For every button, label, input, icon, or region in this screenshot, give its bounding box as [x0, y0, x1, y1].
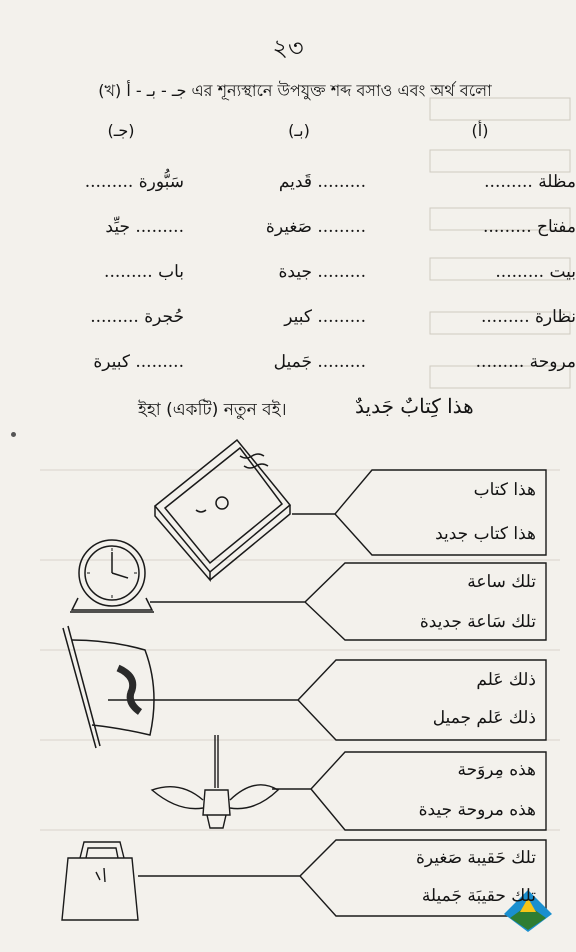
clock-icon: [70, 540, 154, 612]
exercise-cell: ......... جيدة: [278, 262, 366, 282]
pair-4-line2: هذه مروحة جيدة: [418, 800, 536, 820]
exercise-cell: سَبُّورة .........: [84, 172, 184, 192]
exercise-cell: ......... جيِّد: [105, 217, 184, 237]
pair-2-line1: تلك ساعة: [467, 572, 536, 592]
pair-5-line1: تلك حَقيبة صَغيرة: [415, 848, 536, 868]
exercise-cell: باب .........: [104, 262, 184, 282]
example-arabic: هذا كِتابٌ جَديدٌ: [355, 394, 474, 418]
exercise-cell: نظارة .........: [480, 307, 576, 327]
exercise-cell: ......... جَميل: [273, 352, 366, 372]
pair-3-line2: ذلك عَلم جميل: [432, 708, 536, 728]
ceiling-fan-icon: [152, 735, 278, 828]
pair-1-line2: هذا كتاب جديد: [435, 524, 536, 544]
exercise-cell: بيت .........: [495, 262, 576, 282]
exercise-cell: مروحة .........: [475, 352, 576, 372]
exercise-cell: حُجرة .........: [90, 307, 184, 327]
pair-1-line1: هذا كتاب: [473, 480, 536, 500]
bag-icon: [62, 842, 138, 920]
exercise-cell: ......... كبيرة: [93, 352, 184, 372]
book-icon: [155, 440, 290, 580]
pair-5-line2: تلك حقيبَة جَميلة: [421, 886, 536, 906]
flag-icon: [63, 626, 154, 748]
exercise-cell: ......... صَغيرة: [265, 217, 366, 237]
exercise-cell: مفتاح .........: [482, 217, 576, 237]
pair-3-line1: ذلك عَلم: [476, 670, 536, 690]
page-number: ২৩: [272, 34, 304, 62]
exercise-cell: ......... قَديم: [278, 172, 366, 192]
exercise-cell: مظلة .........: [484, 172, 576, 192]
exercise-cell: ......... كبير: [284, 307, 366, 327]
pair-4-line1: هذه مِروَحة: [457, 760, 536, 780]
column-header-jim: (جـ): [107, 121, 135, 140]
column-header-alif: (أ): [471, 121, 489, 140]
pair-2-line2: تلك سَاعة جديدة: [419, 612, 536, 632]
column-header-ba: (بـ): [288, 121, 310, 140]
instruction: (খ) جـ - بـ - أ এর শূন্যস্থানে উপযুক্ত শব্দ বসাও এবং অর্থ বলো: [98, 81, 492, 100]
example-bangla: ইহা (একটি) নতুন বই।: [138, 400, 287, 420]
